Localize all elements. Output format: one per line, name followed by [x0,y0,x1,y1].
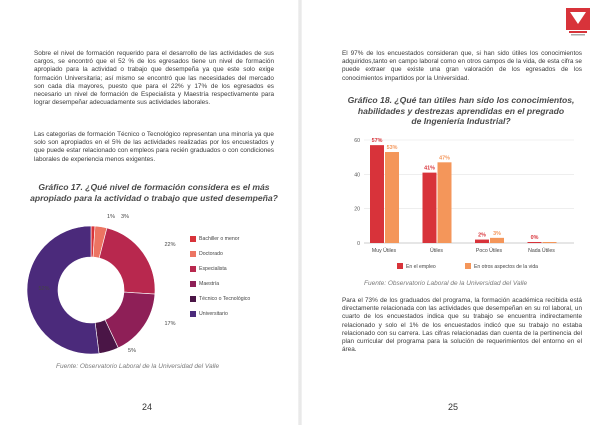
bar-3-1 [543,242,557,243]
chart18-title-line2: habilidades y destrezas aprendidas en el pregrado [357,105,565,116]
legend-item-5 [190,310,228,318]
legend-swatch-2 [190,266,196,272]
bar-label-2-1: 3% [493,230,501,237]
chart18-bar-chart [342,132,582,277]
chart17-title-line2: apropiado para la actividad o trabajo que usted desempeña? [30,192,278,203]
y-tick-2: 40 [354,172,360,179]
legend-swatch-5 [190,311,196,317]
legend-item-3 [190,280,219,288]
bar-2-0 [475,240,489,243]
bar-legend-swatch-1 [465,263,471,269]
bar-3-0 [528,242,542,243]
x-tick-3: Nada Útiles [528,248,555,254]
bar-0-1 [385,152,399,243]
y-tick-3: 60 [354,138,360,144]
bar-label-1-0: 41% [424,165,435,172]
donut-slice-2 [99,228,155,294]
university-logo-icon [566,8,590,38]
chart17-title [30,182,278,203]
legend-label-5: Universitario [199,311,228,317]
donut-label-2: 22% [164,242,176,248]
page-number-left: 24 [142,402,153,412]
bar-legend-label-0: En el empleo [406,264,436,270]
bar-1-1 [438,162,452,243]
donut-label-3: 17% [164,321,176,327]
legend-item-2 [190,265,227,273]
legend-item-1 [190,250,223,258]
legend-item-0 [190,235,239,243]
bar-legend-swatch-0 [397,263,403,269]
legend-label-1: Doctorado [199,251,223,257]
y-tick-1: 20 [354,206,360,213]
legend-label-0: Bachiller o menor [199,236,240,242]
bar-0-0 [370,145,384,243]
legend-swatch-0 [190,236,196,242]
donut-label-5: 52% [38,286,50,292]
chart18-source: Fuente: Observatorio Laboral de la Universidad del Valle [364,280,528,287]
bar-label-0-0: 57% [371,138,383,145]
chart17-source: Fuente: Observatorio Laboral de la Universidad del Valle [56,363,220,370]
chart18-title [340,95,582,127]
y-tick-0: 0 [357,241,360,247]
donut-label-1: 3% [121,214,129,220]
left-paragraph-2: Las categorías de formación Técnico o Tecnológico representan una minoría ya que solo son apropiados en el 5% de las actividades realizadas por los encuestados y que puede estar relacionado con empleos para recién graduados o con condiciones laborales de experiencia menos exigentes. [34,131,274,163]
legend-label-4: Técnico o Tecnológico [199,296,251,302]
chart18-title-line3: de Ingeniería Industrial? [411,116,511,126]
x-tick-1: Útiles [430,248,443,254]
legend-swatch-4 [190,296,196,302]
bar-label-2-0: 2% [478,232,486,239]
left-paragraph-1: Sobre el nivel de formación requerido para el desarrollo de las actividades de sus cargos, se encontró que el 52 % de los egresados tiene un nivel de formación apropiado para la actividad o trabajo que desempeña ya que este solo exige formación Universitaria; así mismo se encontró que las necesidades del mercado son cada día mayores, puesto que para el 22% y 17% de los egresados es necesario un nivel de formación de Especialista y Maestría respectivamente para lograr desempeñar adecuadamente sus actividades laborales. [34,50,274,107]
bar-label-1-1: 47% [439,155,450,162]
bar-legend-label-1: En otros aspectos de la vida [474,264,538,270]
right-page [300,0,600,425]
donut-label-0: 1% [107,214,115,220]
chart17-title-line1: Gráfico 17. ¿Qué nivel de formación considera es el más [38,182,270,192]
chart17-donut [0,208,300,368]
donut-label-4: 5% [128,348,136,354]
legend-label-2: Especialista [199,266,227,272]
chart18-title-line1: Gráfico 18. ¿Qué tan útiles han sido los conocimientos, [347,95,575,105]
legend-swatch-3 [190,281,196,287]
legend-label-3: Maestría [199,281,220,287]
bar-label-0-1: 53% [386,145,398,152]
bar-1-0 [423,173,437,243]
right-paragraph-1: El 97% de los encuestados consideran que, si han sido útiles los conocimientos adquiridos,tanto en campo laboral como en otros campos de la vida, de esta cifra se puede extraer que existe una gran valoración de los egresados de los conocimientos impartidos por la Universidad. [342,50,582,82]
right-paragraph-2: Para el 73% de los graduados del programa, la formación académica recibida está directamente relacionada con las actividades que desempeñan en su rol laboral, un cuarto de los encuestados indica que su trabajo se encuentra indirectamente relacionado y solo el 1% de los encuestados indicó que su trabajo no estaba relacionado con su carrera. Las cifras relacionadas dan cuenta de la pertinencia del plan curricular del programa para la solución de requerimientos del entorno en el área. [342,297,582,354]
legend-item-4 [190,295,250,303]
bar-label-3-0: 0% [530,235,539,241]
bar-2-1 [490,238,504,243]
x-tick-2: Poco Útiles [475,248,503,254]
page-number-right: 25 [448,402,459,412]
legend-swatch-1 [190,251,196,257]
x-tick-0: Muy Útiles [371,248,397,254]
